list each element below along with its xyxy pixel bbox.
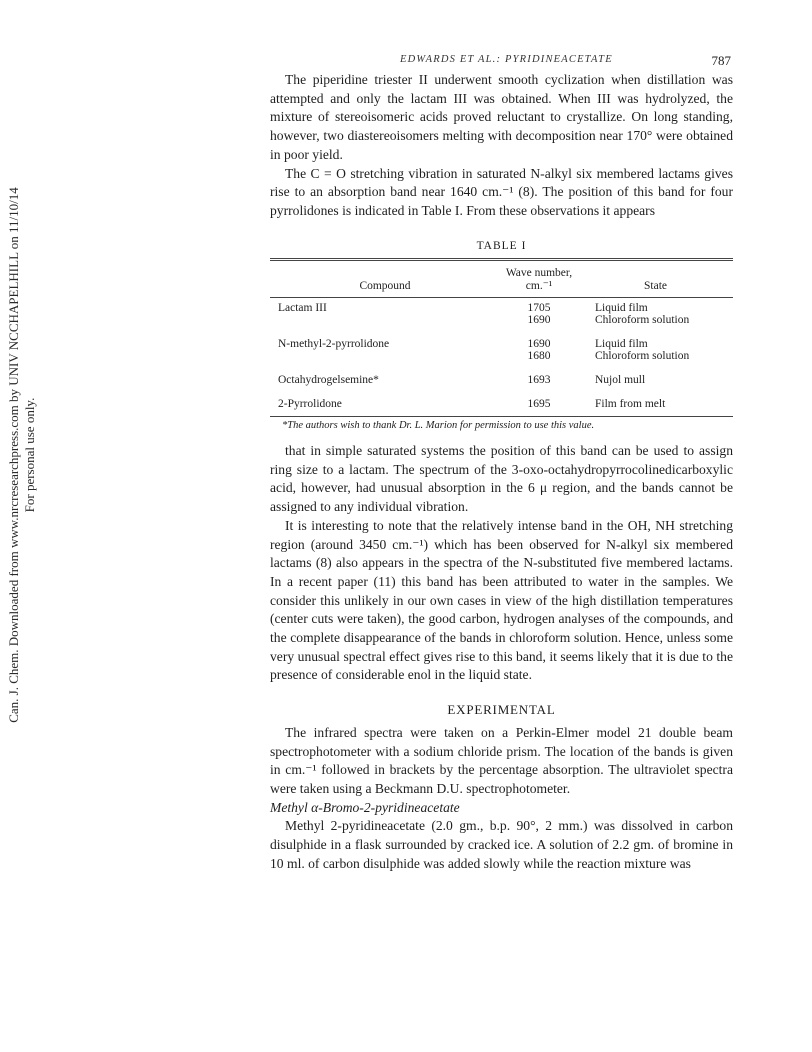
header-wave-number xyxy=(500,267,578,293)
cell-wave-value: 1705 xyxy=(527,302,551,315)
cell-wave-number xyxy=(500,374,578,386)
header-state: State xyxy=(644,280,667,293)
table-row xyxy=(270,398,733,410)
cell-state-value: Liquid film xyxy=(595,302,648,315)
cell-state-value: Nujol mull xyxy=(595,374,646,387)
download-watermark xyxy=(2,187,42,723)
cell-state xyxy=(578,374,733,386)
cell-wave-value: 1680 xyxy=(527,350,551,363)
running-head: EDWARDS ET AL.: PYRIDINEACETATE xyxy=(400,54,613,65)
table-body xyxy=(270,298,733,416)
cell-state xyxy=(578,398,733,410)
cell-compound: N-methyl-2-pyrrolidone xyxy=(278,338,390,351)
page-body xyxy=(270,71,733,874)
paragraph-4: It is interesting to note that the relatively intense band in the OH, NH stretching region (around 3450 cm.⁻¹) which has been observed for N-alkyl six membered lactams (8) also appears in the spectra of the N-substituted five membered lactams. In a recent paper (11) this band has been attributed to water in the samples. We consider this unlikely in our own cases in view of the high distillation temperatures (center cuts were taken), the good carbon, hydrogen analyses of the compounds, and the complete disappearance of the bands in chloroform solution. Hence, unless some very unusual spectral effect gives rise to this band, it seems likely that it is due to the presence of considerable enol in the liquid state. xyxy=(270,517,733,683)
cell-state-value: Film from melt xyxy=(595,398,666,411)
table-1 xyxy=(270,237,733,436)
cell-wave-value: 1690 xyxy=(527,338,551,351)
paragraph-3: that in simple saturated systems the position of this band can be used to assign ring size to a lactam. The spectrum of the 3-oxo-octahydropyrrocolinedicarboxylic acid, however, had unusual absorption in the 6 μ region, and the bands cannot be assigned to any individual vibration. xyxy=(270,443,733,515)
cell-wave-number xyxy=(500,302,578,326)
cell-state-value: Chloroform solution xyxy=(595,350,690,363)
cell-wave-value: 1695 xyxy=(527,398,551,411)
table-row xyxy=(270,374,733,386)
cell-wave-number xyxy=(500,398,578,410)
cell-wave-value: 1693 xyxy=(527,374,551,387)
cell-compound: 2-Pyrrolidone xyxy=(278,398,342,411)
table-title: TABLE I xyxy=(476,239,527,252)
cell-compound: Octahydrogelsemine* xyxy=(278,374,379,387)
cell-wave-value: 1690 xyxy=(527,314,551,327)
paragraph-5: The infrared spectra were taken on a Perkin-Elmer model 21 double beam spectrophotometer with a sodium chloride prism. The location of the bands is given in cm.⁻¹ followed in brackets by the percentage absorption. The ultraviolet spectra were taken using a Beckmann D.U. spectrophotometer. xyxy=(270,724,733,796)
cell-state-value: Liquid film xyxy=(595,338,648,351)
cell-wave-number xyxy=(500,338,578,362)
watermark-line-1: Can. J. Chem. Downloaded from www.nrcresearchpress.com by UNIV NCCHAPELHILL on 11/10/14 xyxy=(6,187,21,723)
cell-state-value: Chloroform solution xyxy=(595,314,690,327)
watermark-line-2: For personal use only. xyxy=(22,397,37,513)
table-row xyxy=(270,302,733,326)
header-wave-number-line-1: Wave number, xyxy=(505,267,573,280)
paragraph-2: The C = O stretching vibration in saturated N-alkyl six membered lactams gives rise to an absorption band near 1640 cm.⁻¹ (8). The position of this band for four pyrrolidones is indicated in Table I. From these observations it appears xyxy=(270,165,733,218)
paragraph-1: The piperidine triester II underwent smooth cyclization when distillation was attempted and only the lactam III was obtained. When III was hydrolyzed, the mixture of stereoisomeric acids proved reluctant to crystallize. On long standing, however, two diastereoisomers melting with decomposition near 170° were obtained in poor yield. xyxy=(270,72,733,162)
header-wave-number-line-2: cm.⁻¹ xyxy=(525,280,553,293)
subsection-heading: Methyl α-Bromo-2-pyridineacetate xyxy=(270,799,460,815)
cell-compound: Lactam III xyxy=(278,302,327,315)
table-footnote: *The authors wish to thank Dr. L. Marion for permission to use this value. xyxy=(282,420,595,432)
table-top-rule xyxy=(270,258,733,261)
cell-state xyxy=(578,338,733,362)
page-number: 787 xyxy=(711,53,731,68)
section-heading-experimental: EXPERIMENTAL xyxy=(447,702,556,718)
paragraph-6: Methyl 2-pyridineacetate (2.0 gm., b.p. 90°, 2 mm.) was dissolved in carbon disulphide in a flask surrounded by cracked ice. A solution of 2.2 gm. of bromine in 10 ml. of carbon disulphide was added slowly while the reaction mixture was xyxy=(270,818,733,871)
cell-state xyxy=(578,302,733,326)
table-header-row xyxy=(270,265,733,297)
table-row xyxy=(270,338,733,362)
header-compound: Compound xyxy=(359,280,411,293)
